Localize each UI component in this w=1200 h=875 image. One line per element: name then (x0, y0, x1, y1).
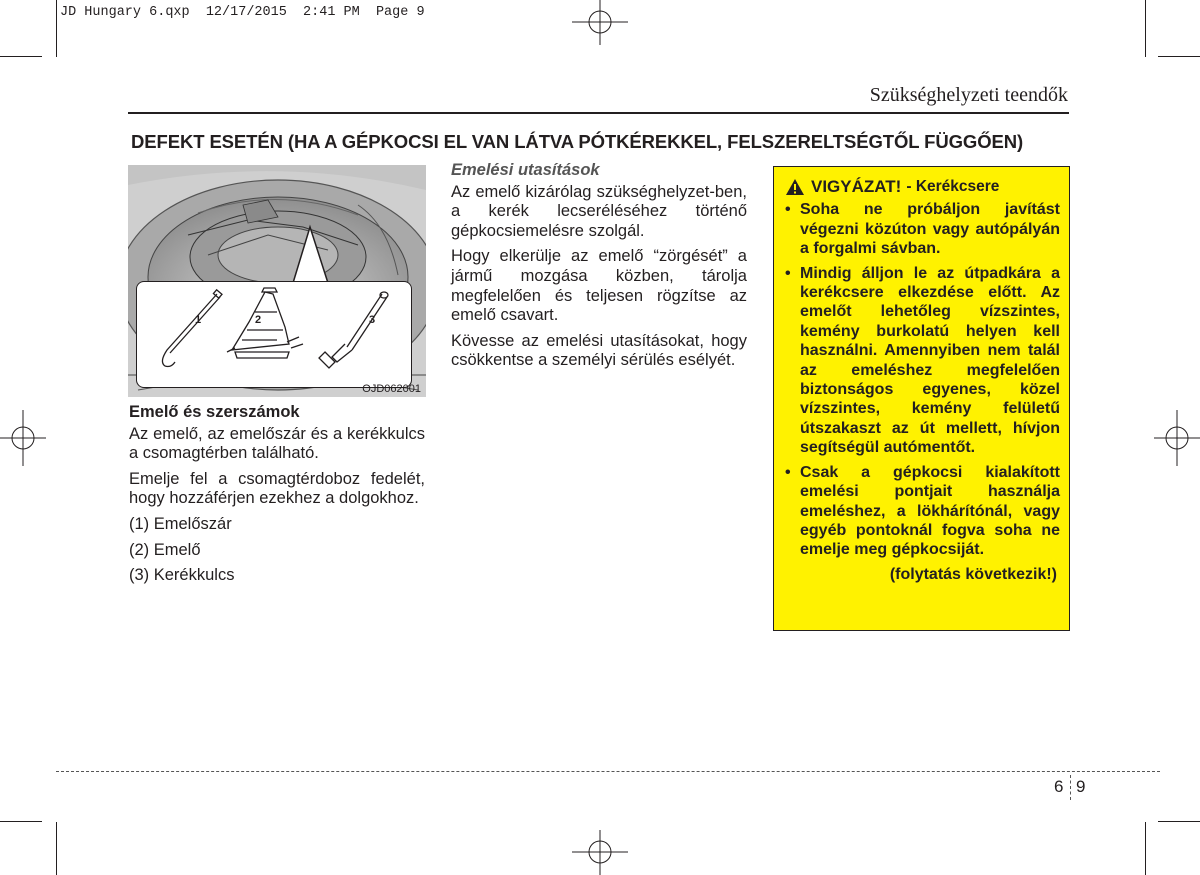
warning-bullet-text: Soha ne próbáljon javítást végezni közúton vagy autópályán a forgalmi sávban. (800, 201, 1060, 258)
warning-list (785, 200, 1060, 559)
middle-column (451, 161, 747, 377)
tools-drawing (137, 282, 411, 387)
page-number: 9 (1076, 777, 1086, 796)
bullet: • (785, 264, 791, 282)
list-item: (2) Emelő (129, 540, 201, 559)
left-paragraph-1: Az emelő, az emelőszár és a kerékkulcs a csomagtérben található. (129, 424, 425, 463)
jack-drawing (227, 288, 303, 358)
section-title: Szükséghelyzeti teendők (869, 84, 1068, 106)
list-item: (3) Kerékkulcs (129, 566, 235, 585)
jack-handle-drawing (162, 290, 222, 367)
left-column (129, 403, 425, 592)
bullet: • (785, 201, 791, 219)
list-item (785, 200, 1060, 258)
warning-bullet-text: Csak a gépkocsi kialakított emelési pontjait használja emeléshez, a lökhárítónál, vagy egyéb pontoknál fogva soha ne emelje meg gépkocsiját. (800, 463, 1060, 559)
list-item (785, 463, 1060, 560)
footer-rule (56, 771, 1160, 772)
list-item (785, 264, 1060, 458)
figure-label-1: 1 (195, 314, 202, 326)
print-slug: JD Hungary 6.qxp 12/17/2015 2:41 PM Page 9 (60, 5, 425, 20)
figure-label-3: 3 (369, 314, 376, 326)
middle-subheading: Emelési utasítások (451, 161, 600, 179)
middle-paragraph-2: Hogy elkerülje az emelő “zörgését” a jármű mozgása közben, tárolja megfelelően és teljesen rögzítse az emelő csavart. (451, 247, 747, 325)
page-number-separator (1070, 775, 1071, 800)
warning-subtitle: - Kerékcsere (906, 178, 1000, 195)
warning-bullet-text: Mindig álljon le az útpadkára a kerékcsere elkezdése előtt. Az emelőt lehetőleg vízszintes, kemény burkolatú helyen kell használni. Amennyiben nem talál az emeléshez megfelelően biztonságos egyenes, közel vízszintes, kemény felületű útszakaszt az út mellett, hívjon segítségül autómentőt. (800, 264, 1060, 457)
figure-label-2: 2 (255, 314, 262, 326)
list-item: (1) Emelőszár (129, 514, 232, 533)
warning-title: VIGYÁZAT! (811, 177, 902, 196)
figure-code: OJD062001 (362, 383, 421, 395)
bullet: • (785, 463, 791, 481)
tools-figure (128, 165, 426, 397)
warning-box (773, 166, 1070, 631)
tools-callout (136, 281, 412, 388)
registration-mark-right (1154, 410, 1200, 466)
continued-note: (folytatás következik!) (889, 565, 1057, 583)
page-heading: DEFEKT ESETÉN (HA A GÉPKOCSI EL VAN LÁTVA PÓTKÉREKKEL, FELSZERELTSÉGTŐL FÜGGŐEN) (131, 131, 1024, 152)
left-subheading: Emelő és szerszámok (129, 403, 300, 421)
header-rule (128, 112, 1069, 114)
registration-mark-bottom (572, 830, 628, 875)
registration-mark-top (572, 0, 628, 45)
warning-header (785, 177, 1060, 196)
warning-triangle-icon (785, 178, 805, 196)
left-paragraph-2: Emelje fel a csomagtérdoboz fedelét, hogy hozzáférjen ezekhez a dolgokhoz. (129, 469, 425, 508)
middle-paragraph-3: Kövesse az emelési utasításokat, hogy csökkentse a személyi sérülés esélyét. (451, 331, 747, 370)
registration-mark-left (0, 410, 46, 466)
chapter-number: 6 (1054, 777, 1064, 796)
middle-paragraph-1: Az emelő kizárólag szükséghelyzet-ben, a kerék lecseréléséhez történő gépkocsiemelésre szolgál. (451, 182, 747, 240)
wheel-wrench-drawing (319, 292, 388, 368)
